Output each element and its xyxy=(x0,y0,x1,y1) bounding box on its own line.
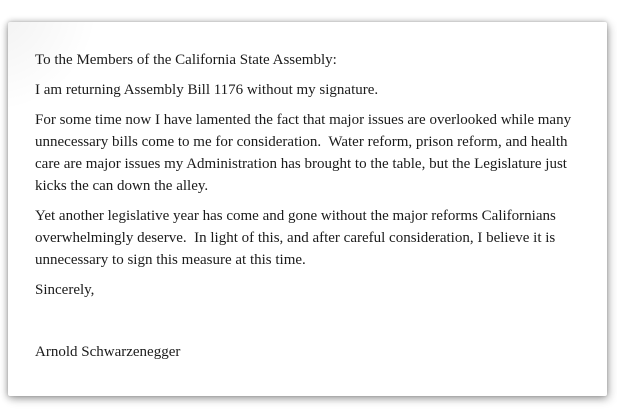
paragraph xyxy=(35,205,589,271)
letter-line: For some time now I have lamented the fact that major issues are overlooked while many xyxy=(35,112,572,128)
closing: Sincerely, xyxy=(35,282,95,298)
letter-line: I am returning Assembly Bill 1176 without my signature. xyxy=(35,82,379,98)
letter-line: Yet another legislative year has come and gone without the major reforms Californians xyxy=(35,208,556,224)
letter-line: unnecessary bills come to me for consideration. Water reform, prison reform, and health xyxy=(35,134,568,150)
signature-space xyxy=(35,309,589,341)
letter-line: care are major issues my Administration has brought to the table, but the Legislature just xyxy=(35,156,567,172)
letter-content xyxy=(35,49,589,363)
letter-paper xyxy=(8,22,607,396)
paragraph xyxy=(35,79,589,101)
letter-line: kicks the can down the alley. xyxy=(35,178,209,194)
paragraph xyxy=(35,109,589,197)
letter-body xyxy=(35,79,589,271)
letter-line: overwhelmingly deserve. In light of this, and after careful consideration, I believe it is xyxy=(35,230,556,246)
signature-name: Arnold Schwarzenegger xyxy=(35,344,181,360)
salutation: To the Members of the California State Assembly: xyxy=(35,52,337,68)
letter-line: unnecessary to sign this measure at this time. xyxy=(35,252,306,268)
